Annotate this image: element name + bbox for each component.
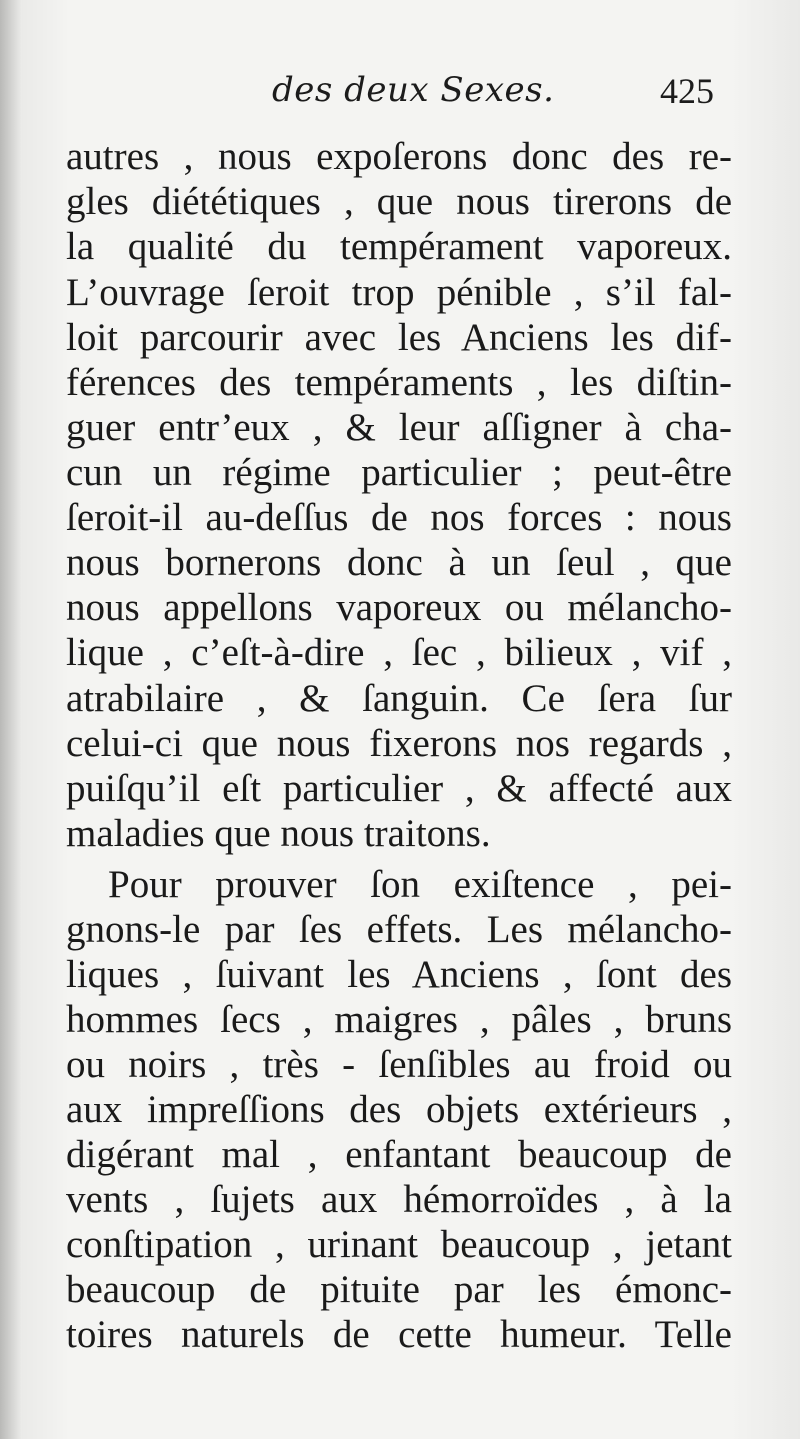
text-line: guer entr’eux , & leur aſſigner à cha- (66, 406, 732, 449)
text-line: nous bornerons donc à un ſeul , que (66, 541, 732, 584)
text-line: vents , ſujets aux hémorroïdes , à la (66, 1178, 732, 1221)
text-line: autres , nous expoſerons donc des re- (66, 135, 732, 178)
text-line: la qualité du tempérament vaporeux. (66, 225, 732, 268)
text-line: toires naturels de cette humeur. Telle (66, 1313, 732, 1356)
text-line: digérant mal , enfantant beaucoup de (66, 1133, 732, 1176)
page-gutter-shadow (0, 0, 22, 1439)
text-line: ſeroit-il au-deſſus de nos forces : nous (66, 496, 732, 539)
text-line: hommes ſecs , maigres , pâles , bruns (66, 998, 732, 1041)
text-line: aux impreſſions des objets extérieurs , (66, 1088, 732, 1131)
text-line-paragraph-start: Pour prouver ſon exiſtence , pei- (108, 863, 732, 906)
text-line: celui-ci que nous fixerons nos regards , (66, 722, 732, 765)
text-line: ou noirs , très - ſenſibles au froid ou (66, 1043, 732, 1086)
text-line: liques , ſuivant les Anciens , ſont des (66, 953, 732, 996)
text-line: lique , c’eſt-à-dire , ſec , bilieux , vif , (66, 631, 732, 674)
text-line: nous appellons vaporeux ou mélancho- (66, 586, 732, 629)
text-line: maladies que nous traitons. (66, 812, 491, 855)
text-line: cun un régime particulier ; peut-être (66, 451, 732, 494)
text-line: atrabilaire , & ſanguin. Ce ſera ſur (66, 677, 732, 720)
text-line: gnons-le par ſes effets. Les mélancho- (66, 908, 732, 951)
text-line: gles diététiques , que nous tirerons de (66, 180, 732, 223)
text-line: loit parcourir avec les Anciens les dif- (66, 316, 732, 359)
text-line: beaucoup de pituite par les émonc- (66, 1268, 732, 1311)
page-number: 425 (660, 71, 714, 111)
running-title: des deux Sexes. (272, 70, 555, 110)
text-line: puiſqu’il eſt particulier , & affecté aux (66, 767, 732, 810)
text-line: conſtipation , urinant beaucoup , jetant (66, 1223, 732, 1266)
text-line: L’ouvrage ſeroit trop pénible , s’il fal- (66, 271, 732, 314)
text-line: férences des tempéraments , les diſtin- (66, 361, 732, 404)
